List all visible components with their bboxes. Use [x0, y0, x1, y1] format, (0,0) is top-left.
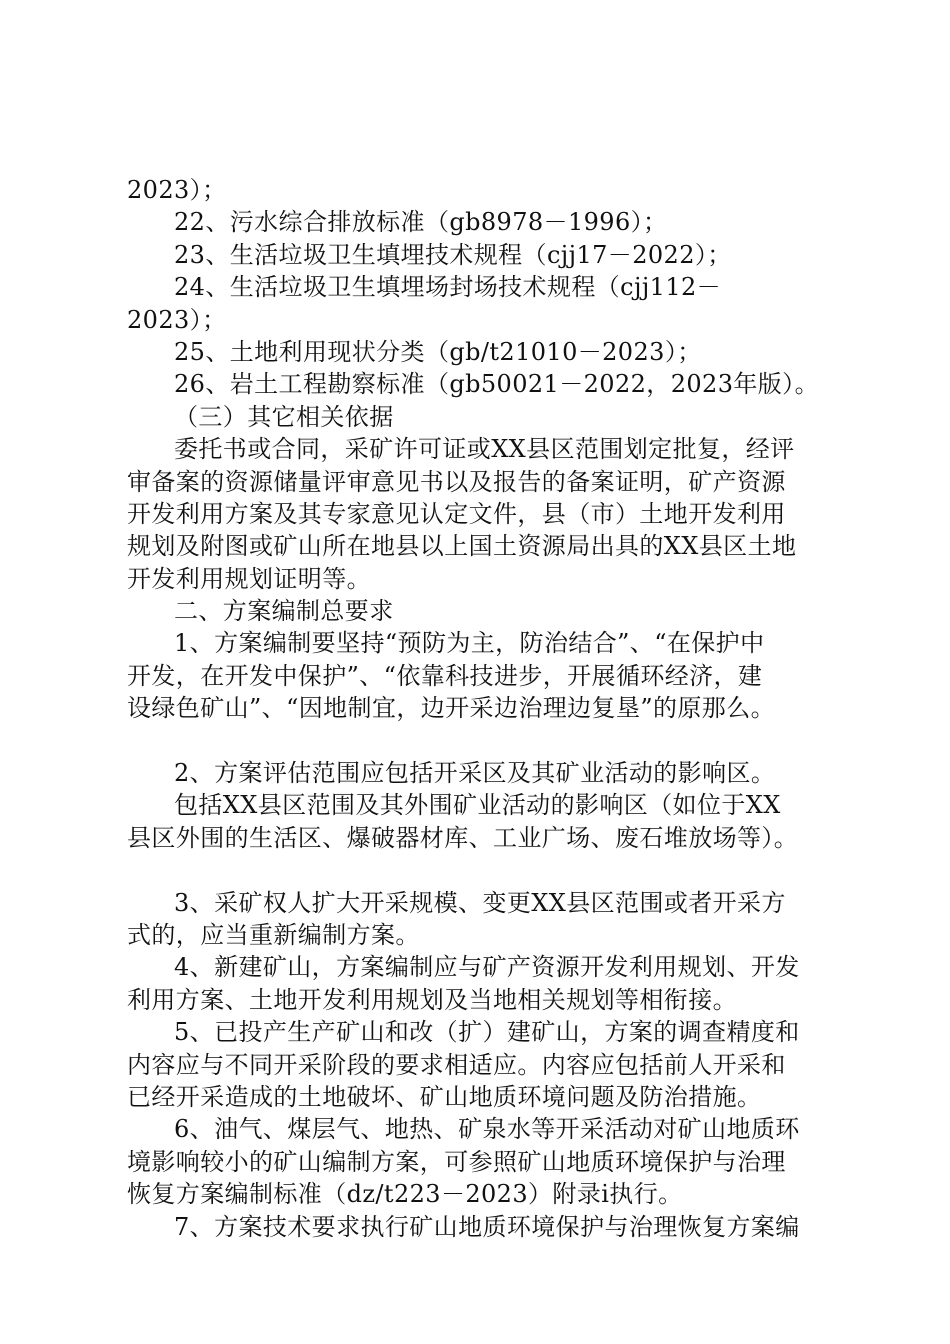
section-heading: 二、方案编制总要求 [174, 597, 394, 626]
section-heading: （三）其它相关依据 [174, 402, 394, 431]
text-line: 7、方案技术要求执行矿山地质环境保护与治理恢复方案编 [174, 1212, 800, 1241]
text-line: 5、已投产生产矿山和改（扩）建矿山，方案的调查精度和 [174, 1018, 800, 1047]
blank-line [127, 725, 830, 757]
text-line: 内容应与不同开采阶段的要求相适应。内容应包括前人开采和 [127, 1050, 786, 1079]
text-line: 3、采矿权人扩大开采规模、变更XX县区范围或者开采方 [174, 888, 786, 917]
text-line: 规划及附图或矿山所在地县以上国土资源局出具的XX县区土地 [127, 532, 797, 561]
text-line: 2023）； [127, 176, 227, 204]
text-line: 22、污水综合排放标准（gb8978－1996）； [174, 208, 668, 237]
text-line: 开发，在开发中保护”、“依靠科技进步，开展循环经济，建 [127, 661, 763, 690]
text-line: 25、土地利用现状分类（gb/t21010－2023）； [174, 337, 702, 366]
text-line: 恢复方案编制标准（dz/t223－2023）附录i执行。 [127, 1180, 683, 1209]
text-line: 4、新建矿山，方案编制应与矿产资源开发利用规划、开发 [174, 953, 800, 982]
text-line: 24、生活垃圾卫生填埋场封场技术规程（cjj112－ [174, 273, 722, 302]
text-line: 境影响较小的矿山编制方案，可参照矿山地质环境保护与治理 [127, 1147, 786, 1176]
text-line: 式的，应当重新编制方案。 [127, 920, 420, 949]
text-line: 已经开采造成的土地破坏、矿山地质环境问题及防治措施。 [127, 1082, 762, 1111]
text-line: 6、油气、煤层气、地热、矿泉水等开采活动对矿山地质环 [174, 1115, 800, 1144]
text-line: 包括XX县区范围及其外围矿业活动的影响区（如位于XX [174, 791, 781, 820]
text-line: 2、方案评估范围应包括开采区及其矿业活动的影响区。 [174, 759, 776, 788]
text-line: 1、方案编制要坚持“预防为主，防治结合”、“在保护中 [174, 629, 765, 658]
text-line: 设绿色矿山”、“因地制宜，边开采边治理边复垦”的原那么。 [127, 694, 776, 723]
text-line: 开发利用方案及其专家意见认定文件，县（市）土地开发利用 [127, 499, 786, 528]
blank-line [127, 854, 830, 886]
text-line: 26、岩土工程勘察标准（gb50021－2022，2023年版）。 [174, 370, 819, 399]
text-line: 2023）； [127, 305, 227, 334]
text-line: 开发利用规划证明等。 [127, 564, 371, 593]
text-line: 审备案的资源储量评审意见书以及报告的备案证明，矿产资源 [127, 467, 786, 496]
document-body [127, 174, 830, 1243]
text-line: 委托书或合同，采矿许可证或XX县区范围划定批复，经评 [174, 435, 795, 464]
text-line: 利用方案、土地开发利用规划及当地相关规划等相衔接。 [127, 985, 737, 1014]
text-line: 县区外围的生活区、爆破器材库、工业广场、废石堆放场等）。 [127, 823, 799, 852]
text-line: 23、生活垃圾卫生填埋技术规程（cjj17－2022）； [174, 240, 732, 269]
